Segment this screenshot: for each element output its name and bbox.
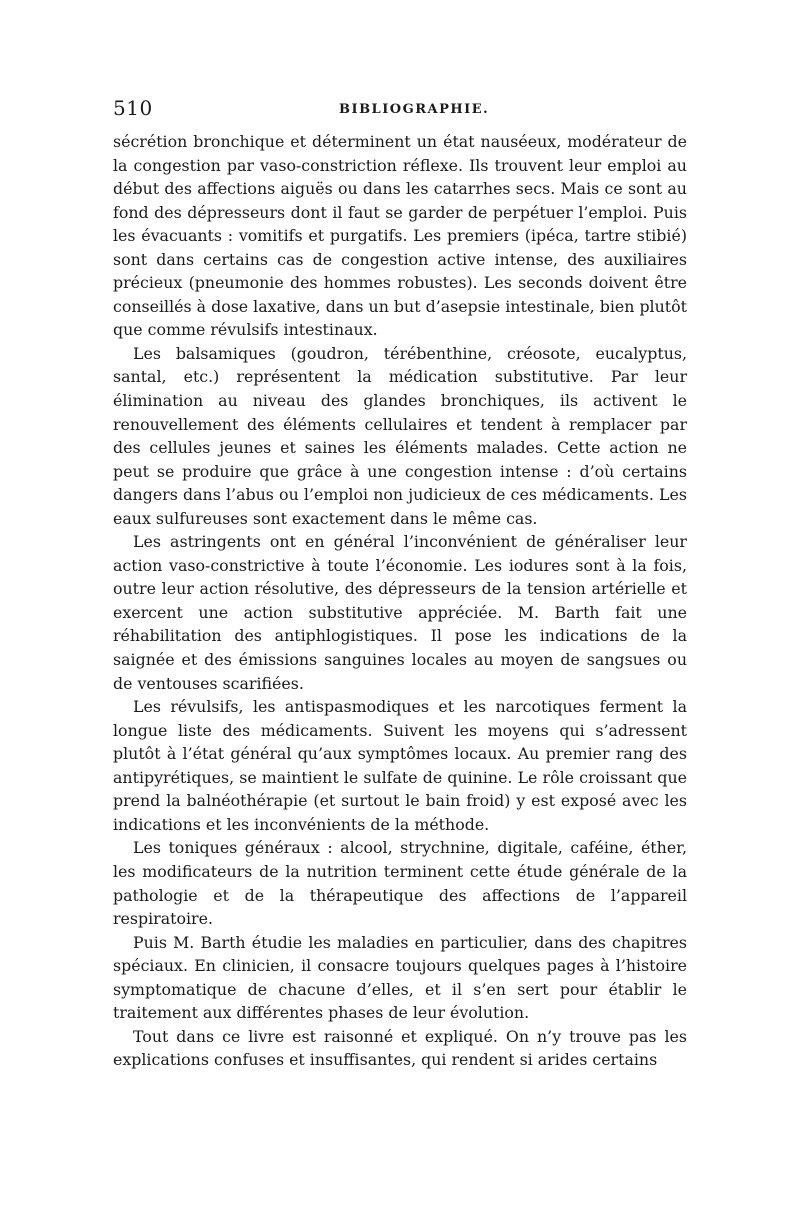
page-header [113, 96, 687, 122]
paragraph: Les balsamiques (goudron, térébenthine, créosote, eucalyptus, santal, etc.) représentent la médication substitutive. Par leur élimination au niveau des glandes bronchiques, ils activent le renouvellement des éléments cellulaires et tendent à remplacer par des cellules jeunes et saines les éléments malades. Cette action ne peut se produire que grâce à une congestion intense : d’où certains dangers dans l’abus ou l’emploi non judicieux de ces médicaments. Les eaux sulfureuses sont exactement dans le même cas. [113, 343, 687, 528]
paragraph: Les astringents ont en général l’inconvénient de généraliser leur action vaso-constrictive à toute l’économie. Les iodures sont à la fois, outre leur action résolutive, des dépresseurs de la tension artérielle et exercent une action substitutive appréciée. M. Barth fait une réhabilitation des antiphlogistiques. Il pose les indications de la saignée et des émissions sanguines locales au moyen de sangsues ou de ventouses scarifiées. [113, 532, 687, 693]
paragraph: Les toniques généraux : alcool, strychnine, digitale, caféine, éther, les modificateurs de la nutrition terminent cette étude générale de la pathologie et de la thérapeutique des affections de l’appareil respiratoire. [113, 838, 687, 929]
body-text [113, 130, 687, 1072]
page-number: 510 [113, 96, 153, 120]
running-title: BIBLIOGRAPHIE. [339, 102, 490, 117]
paragraph: Puis M. Barth étudie les maladies en particulier, dans des chapitres spéciaux. En clinicien, il consacre toujours quelques pages à l’histoire symptomatique de chacune d’elles, et il s’en sert pour établir le traitement aux différentes phases de leur évolution. [113, 932, 687, 1023]
paragraph: Les révulsifs, les antispasmodiques et les narcotiques ferment la longue liste des médicaments. Suivent les moyens qui s’adressent plutôt à l’état général qu’aux symptômes locaux. Au premier rang des antipyrétiques, se maintient le sulfate de quinine. Le rôle croissant que prend la balnéothérapie (et surtout le bain froid) y est exposé avec les indications et les inconvénients de la méthode. [113, 697, 687, 834]
paragraph: sécrétion bronchique et déterminent un état nauséeux, modérateur de la congestion par vaso-constriction réflexe. Ils trouvent leur emploi au début des affections aiguës ou dans les catarrhes secs. Mais ce sont au fond des dépresseurs dont il faut se garder de perpétuer l’emploi. Puis les évacuants : vomitifs et purgatifs. Les premiers (ipéca, tartre stibié) sont dans certains cas de congestion active intense, des auxiliaires précieux (pneumonie des hommes robustes). Les seconds doivent être conseillés à dose laxative, dans un but d’asepsie intestinale, bien plutôt que comme révulsifs intestinaux. [113, 132, 687, 340]
paragraph: Tout dans ce livre est raisonné et expliqué. On n’y trouve pas les explications confuses et insuffisantes, qui rendent si arides certains [113, 1026, 687, 1070]
